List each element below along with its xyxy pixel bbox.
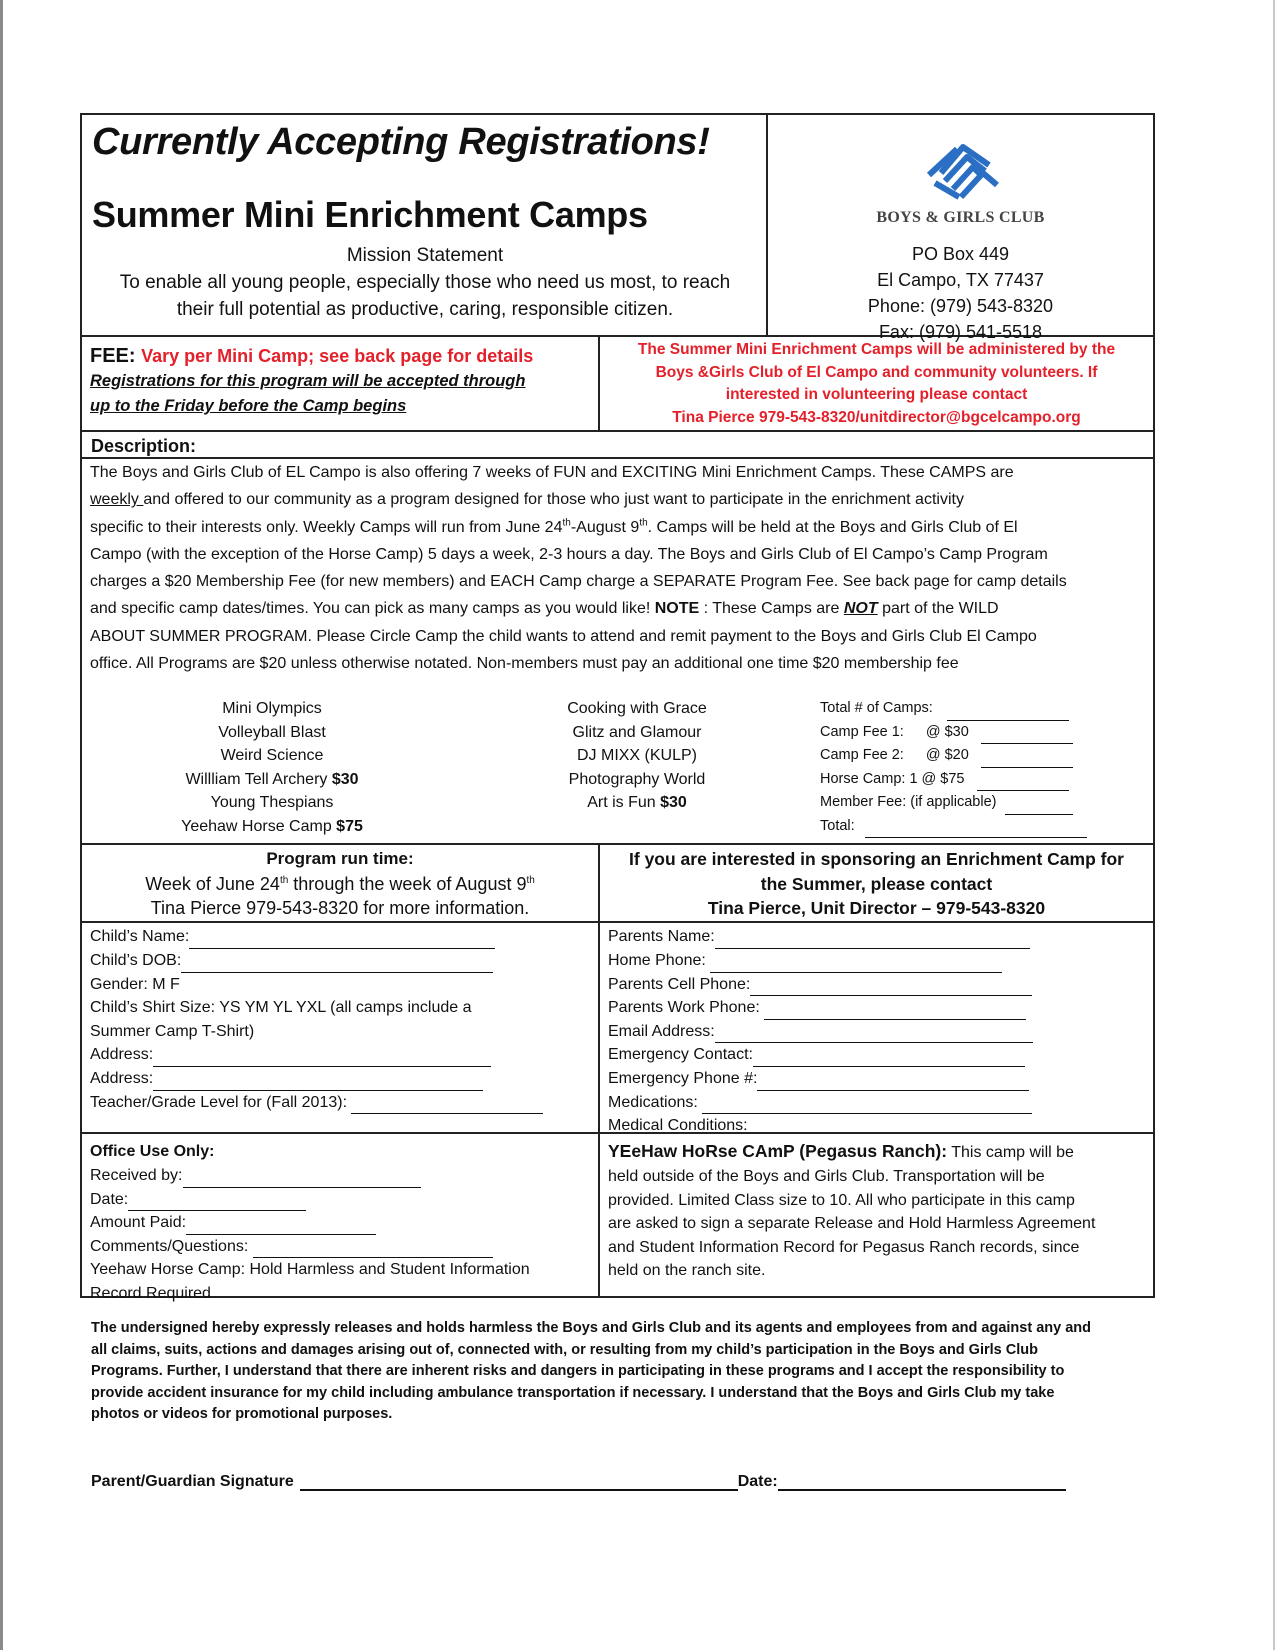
desc-l3-c: . Camps will be held at the Boys and Girls Club of El [647, 518, 1018, 536]
program-heading: Program run time: [266, 849, 414, 869]
desc-line-2 [90, 486, 1145, 513]
desc-weekly: weekly [90, 491, 144, 509]
address-field-2[interactable]: Address: [90, 1067, 590, 1091]
admin-notice [600, 337, 1153, 430]
total-field[interactable]: Total: [820, 815, 1112, 839]
description-row [82, 459, 1153, 845]
program-runtime [82, 845, 600, 921]
gender-field[interactable]: Gender: M F [90, 975, 180, 993]
medications-field[interactable]: Medications: [608, 1091, 1145, 1115]
emergency-phone-field[interactable]: Emergency Phone #: [608, 1067, 1145, 1091]
camp-fee-1-field[interactable]: Camp Fee 1: @ $30 [820, 721, 1112, 745]
camp-option[interactable]: Mini Olympics [222, 700, 322, 718]
registration-form [80, 113, 1155, 1302]
fee-line [90, 343, 590, 369]
legal-line-3: Programs. Further, I understand that there are inherent risks and dangers in participating in these programs and I accept the responsibility to [91, 1363, 1065, 1379]
desc-l3-sup2: th [639, 517, 648, 529]
total-camps-field[interactable]: Total # of Camps: [820, 697, 1112, 721]
phone: Phone: (979) 543-8320 [867, 296, 1054, 316]
work-phone-field[interactable]: Parents Work Phone: [608, 996, 1145, 1020]
horse-line-3: provided. Limited Class size to 10. All who participate in this camp [608, 1191, 1075, 1209]
teacher-grade-field[interactable]: Teacher/Grade Level for (Fall 2013): [90, 1091, 590, 1115]
horse-camp-info [600, 1134, 1153, 1296]
desc-l3-b: -August 9 [570, 518, 640, 536]
title-block [82, 115, 768, 335]
camp-option[interactable]: DJ MIXX (KULP) [576, 747, 697, 765]
parent-signature-label: Parent/Guardian Signature [91, 1473, 294, 1490]
amount-paid-field[interactable]: Amount Paid: [90, 1211, 590, 1235]
camp-option[interactable]: Art is Fun $30 [587, 794, 687, 812]
liability-release [91, 1318, 1141, 1426]
fee-value: Vary per Mini Camp; see back page for details [141, 346, 534, 366]
desc-line-8: office. All Programs are $20 unless otherwise notated. Non-members must pay an additional one time $20 membership fee [90, 655, 959, 673]
member-fee-field[interactable]: Member Fee: (if applicable) [820, 791, 1112, 815]
camp-option[interactable]: Cooking with Grace [567, 700, 707, 718]
camp-option[interactable]: Yeehaw Horse Camp $75 [181, 817, 363, 835]
fee-note-line-2: up to the Friday before the Camp begins [90, 397, 407, 415]
child-name-field[interactable]: Child’s Name: [90, 925, 590, 949]
admin-line-2: Boys &Girls Club of El Campo and community volunteers. If [655, 363, 1098, 381]
horse-requirement-line-2: Record Required [90, 1284, 211, 1302]
desc-line-2-rest: and offered to our community as a program designed for those who just want to participate in the enrichment activity [143, 491, 964, 509]
horse-line-5: and Student Information Record for Pegasus Ranch records, since [608, 1238, 1080, 1256]
mission-statement [92, 242, 758, 323]
desc-l6-not: NOT [843, 600, 878, 618]
camp-fee-2-field[interactable]: Camp Fee 2: @ $20 [820, 744, 1112, 768]
camp-option[interactable]: Young Thespians [210, 794, 334, 812]
emergency-contact-field[interactable]: Emergency Contact: [608, 1043, 1145, 1067]
address-field-1[interactable]: Address: [90, 1043, 590, 1067]
desc-l6-a: and specific camp dates/times. You can pick as many camps as you would like! [90, 600, 655, 618]
sponsor-block [600, 845, 1153, 921]
camp-column-1 [82, 697, 462, 843]
medical-conditions-field[interactable]: Medical Conditions: [608, 1117, 748, 1135]
camp-totals [812, 697, 1112, 843]
horse-line-1: YEeHaw HoRse CAmP (Pegasus Ranch): This camp will be [608, 1141, 1074, 1162]
mission-line-1: To enable all young people, especially those who need us most, to reach [119, 272, 731, 293]
legal-line-5: photos or videos for promotional purposes. [91, 1406, 393, 1422]
desc-line-5: charges a $20 Membership Fee (for new members) and EACH Camp charge a SEPARATE Program Fee. See back page for camp details [90, 573, 1067, 591]
org-name: BOYS & GIRLS CLUB [876, 209, 1045, 226]
horse-line-2: held outside of the Boys and Girls Club. Transportation will be [608, 1167, 1045, 1185]
fee-note-line-1: Registrations for this program will be accepted through [90, 372, 526, 390]
camps-title: Summer Mini Enrichment Camps [92, 194, 648, 235]
desc-l6-note: NOTE [654, 600, 700, 618]
legal-line-2: all claims, suits, actions and damages arising out of, connected with, or resulting from my child’s participation in the Boys and Girls Club [91, 1341, 1038, 1358]
horse-line-6: held on the ranch site. [608, 1262, 766, 1280]
camp-option[interactable]: Weird Science [220, 747, 324, 765]
camp-option[interactable]: Photography World [568, 770, 706, 788]
desc-l6-b: : These Camps are [699, 600, 844, 618]
horse-camp-fee-field[interactable]: Horse Camp: 1 @ $75 [820, 768, 1112, 792]
camp-option[interactable]: Willliam Tell Archery $30 [185, 770, 359, 788]
org-address [776, 241, 1145, 345]
horse-requirement-line-1: Yeehaw Horse Camp: Hold Harmless and Student Information [90, 1261, 530, 1279]
camp-selection [82, 677, 1153, 843]
program-contact: Tina Pierce 979-543-8320 for more information. [150, 898, 530, 919]
mission-line-2: their full potential as productive, caring, responsible citizen. [176, 299, 674, 320]
email-field[interactable]: Email Address: [608, 1020, 1145, 1044]
description-heading-row [82, 432, 1153, 459]
desc-line-3 [90, 514, 1145, 541]
parent-info [600, 923, 1153, 1135]
po-box: PO Box 449 [911, 244, 1010, 264]
office-row [82, 1134, 1153, 1302]
fee-label: FEE: [90, 345, 136, 367]
cell-phone-field[interactable]: Parents Cell Phone: [608, 973, 1145, 997]
received-by-field[interactable]: Received by: [90, 1164, 590, 1188]
parents-name-field[interactable]: Parents Name: [608, 925, 1145, 949]
shirt-size-note: Summer Camp T-Shirt) [90, 1022, 255, 1040]
desc-line-7: ABOUT SUMMER PROGRAM. Please Circle Camp the child wants to attend and remit payment to the Boys and Girls Club El Campo [90, 627, 1037, 645]
program-row [82, 845, 1153, 923]
signature-section [91, 1473, 1066, 1491]
accepting-title: Currently Accepting Registrations! [92, 121, 710, 163]
org-logo [776, 135, 1145, 227]
horse-camp-heading: YEeHaw HoRse CAmP (Pegasus Ranch): [608, 1141, 948, 1162]
parent-signature-field[interactable] [300, 1474, 738, 1491]
desc-line-4: Campo (with the exception of the Horse Camp) 5 days a week, 2-3 hours a day. The Boys and Girls Club of El Campo’s Camp Program [90, 545, 1048, 563]
home-phone-field[interactable]: Home Phone: [608, 949, 1145, 973]
mission-heading: Mission Statement [346, 245, 504, 266]
info-row [82, 923, 1153, 1134]
admin-line-1: The Summer Mini Enrichment Camps will be administered by the [637, 341, 1116, 358]
legal-line-1: The undersigned hereby expressly releases and holds harmless the Boys and Girls Club and its agents and employees from and against any and [91, 1320, 1091, 1336]
description-heading: Description: [91, 436, 197, 456]
desc-l6-c: part of the WILD [877, 600, 999, 618]
child-info [82, 923, 600, 1132]
program-weeks: Week of June 24th through the week of August 9th [145, 873, 535, 894]
camp-option[interactable]: Volleyball Blast [218, 723, 326, 741]
signature-date-field[interactable] [778, 1474, 1066, 1491]
org-block [768, 115, 1153, 342]
city: El Campo, TX 77437 [877, 270, 1044, 290]
office-heading: Office Use Only: [90, 1143, 215, 1161]
comments-field[interactable]: Comments/Questions: [90, 1235, 590, 1259]
admin-line-4: Tina Pierce 979-543-8320/unitdirector@bgcelcampo.org [672, 408, 1081, 426]
sponsor-line-1: If you are interested in sponsoring an Enrichment Camp for [629, 849, 1124, 870]
fee-row [82, 337, 1153, 432]
header-row [82, 115, 1153, 342]
camp-option[interactable]: Glitz and Glamour [572, 723, 702, 741]
desc-line-1: The Boys and Girls Club of EL Campo is also offering 7 weeks of FUN and EXCITING Mini Enrichment Camps. These CAMPS are [90, 464, 1014, 481]
office-date-field[interactable]: Date: [90, 1188, 590, 1212]
legal-line-4: provide accident insurance for my child including ambulance transportation if necessary. I understand that the Boys and Girls Club my take [91, 1384, 1055, 1401]
fee-note [90, 369, 590, 419]
fee-block [82, 337, 600, 430]
admin-line-3: interested in volunteering please contact [725, 386, 1028, 403]
child-dob-field[interactable]: Child’s DOB: [90, 949, 590, 973]
camp-column-2 [462, 697, 812, 843]
horse-line-4: are asked to sign a separate Release and Hold Harmless Agreement [608, 1215, 1096, 1233]
description-text [82, 459, 1153, 677]
office-use [82, 1134, 600, 1302]
boys-girls-club-hands-logo-icon [901, 135, 1021, 205]
desc-l3-a: specific to their interests only. Weekly Camps will run from June 24 [90, 518, 563, 536]
signature-date-label: Date: [737, 1473, 778, 1490]
desc-line-6 [90, 595, 1145, 622]
sponsor-line-3: Tina Pierce, Unit Director – 979-543-8320 [707, 898, 1046, 919]
fax: Fax: (979) 541-5518 [878, 322, 1043, 342]
sponsor-line-2: the Summer, please contact [760, 873, 993, 894]
shirt-size-field[interactable]: Child’s Shirt Size: YS YM YL YXL (all camps include a [90, 999, 472, 1017]
desc-l3-sup1: th [562, 517, 571, 529]
